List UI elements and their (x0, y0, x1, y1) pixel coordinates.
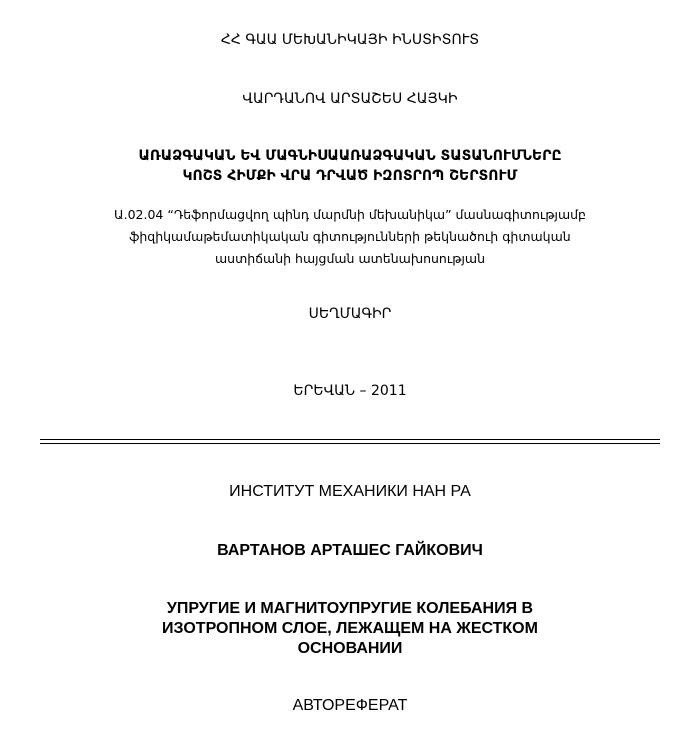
armenian-title-line-2: ԿՈՇՏ ՀԻՄՔԻ ՎՐԱ ԴՐՎԱԾ ԻԶՈՏՐՈՊ ՇԵՐՏՈՒՄ (182, 168, 518, 184)
russian-institute: ИНСТИТУТ МЕХАНИКИ НАН РА (229, 483, 471, 500)
armenian-specialty-line-1: Ա.02.04 “Դեֆորմացվող պինդ մարմնի մեխանիկա” մասնագիտությամբ (114, 207, 586, 222)
russian-title-line-1: УПРУГИЕ И МАГНИТОУПРУГИЕ КОЛЕБАНИЯ В (166, 600, 534, 617)
armenian-title-line-1: ԱՌԱՁԳԱԿԱՆ ԵՎ ՄԱԳՆԻՍԱԱՌԱՁԳԱԿԱՆ ՏԱՏԱՆՈՒՄՆԵՐԸ (138, 148, 562, 164)
russian-author: ВАРТАНОВ АРТАШЕС ГАЙКОВИЧ (217, 542, 483, 559)
armenian-specialty-line-2: ֆիզիկամաթեմատիկական գիտությունների թեկնածուի գիտական (129, 229, 571, 244)
armenian-author: ՎԱՐԴԱՆՈՎ ԱՐՏԱՇԵՍ ՀԱՅԿԻ (242, 91, 458, 107)
russian-doc-type: АВТОРЕФЕРАТ (292, 697, 408, 714)
armenian-city-year: ԵՐԵՎԱՆ – 2011 (293, 383, 407, 399)
armenian-doc-type: ՍԵՂՄԱԳԻՐ (308, 306, 392, 322)
russian-title-line-2: ИЗОТРОПНОМ СЛОЕ, ЛЕЖАЩЕМ НА ЖЕСТКОМ (162, 620, 538, 637)
russian-title-line-3: ОСНОВАНИИ (297, 640, 403, 657)
divider-bottom (40, 443, 660, 444)
divider-top (40, 439, 660, 440)
armenian-specialty-line-3: աստիճանի հայցման ատենախոսության (215, 251, 485, 266)
armenian-institute: ՀՀ ԳԱԱ ՄԵԽԱՆԻԿԱՅԻ ԻՆՍՏԻՏՈՒՏ (220, 32, 480, 48)
